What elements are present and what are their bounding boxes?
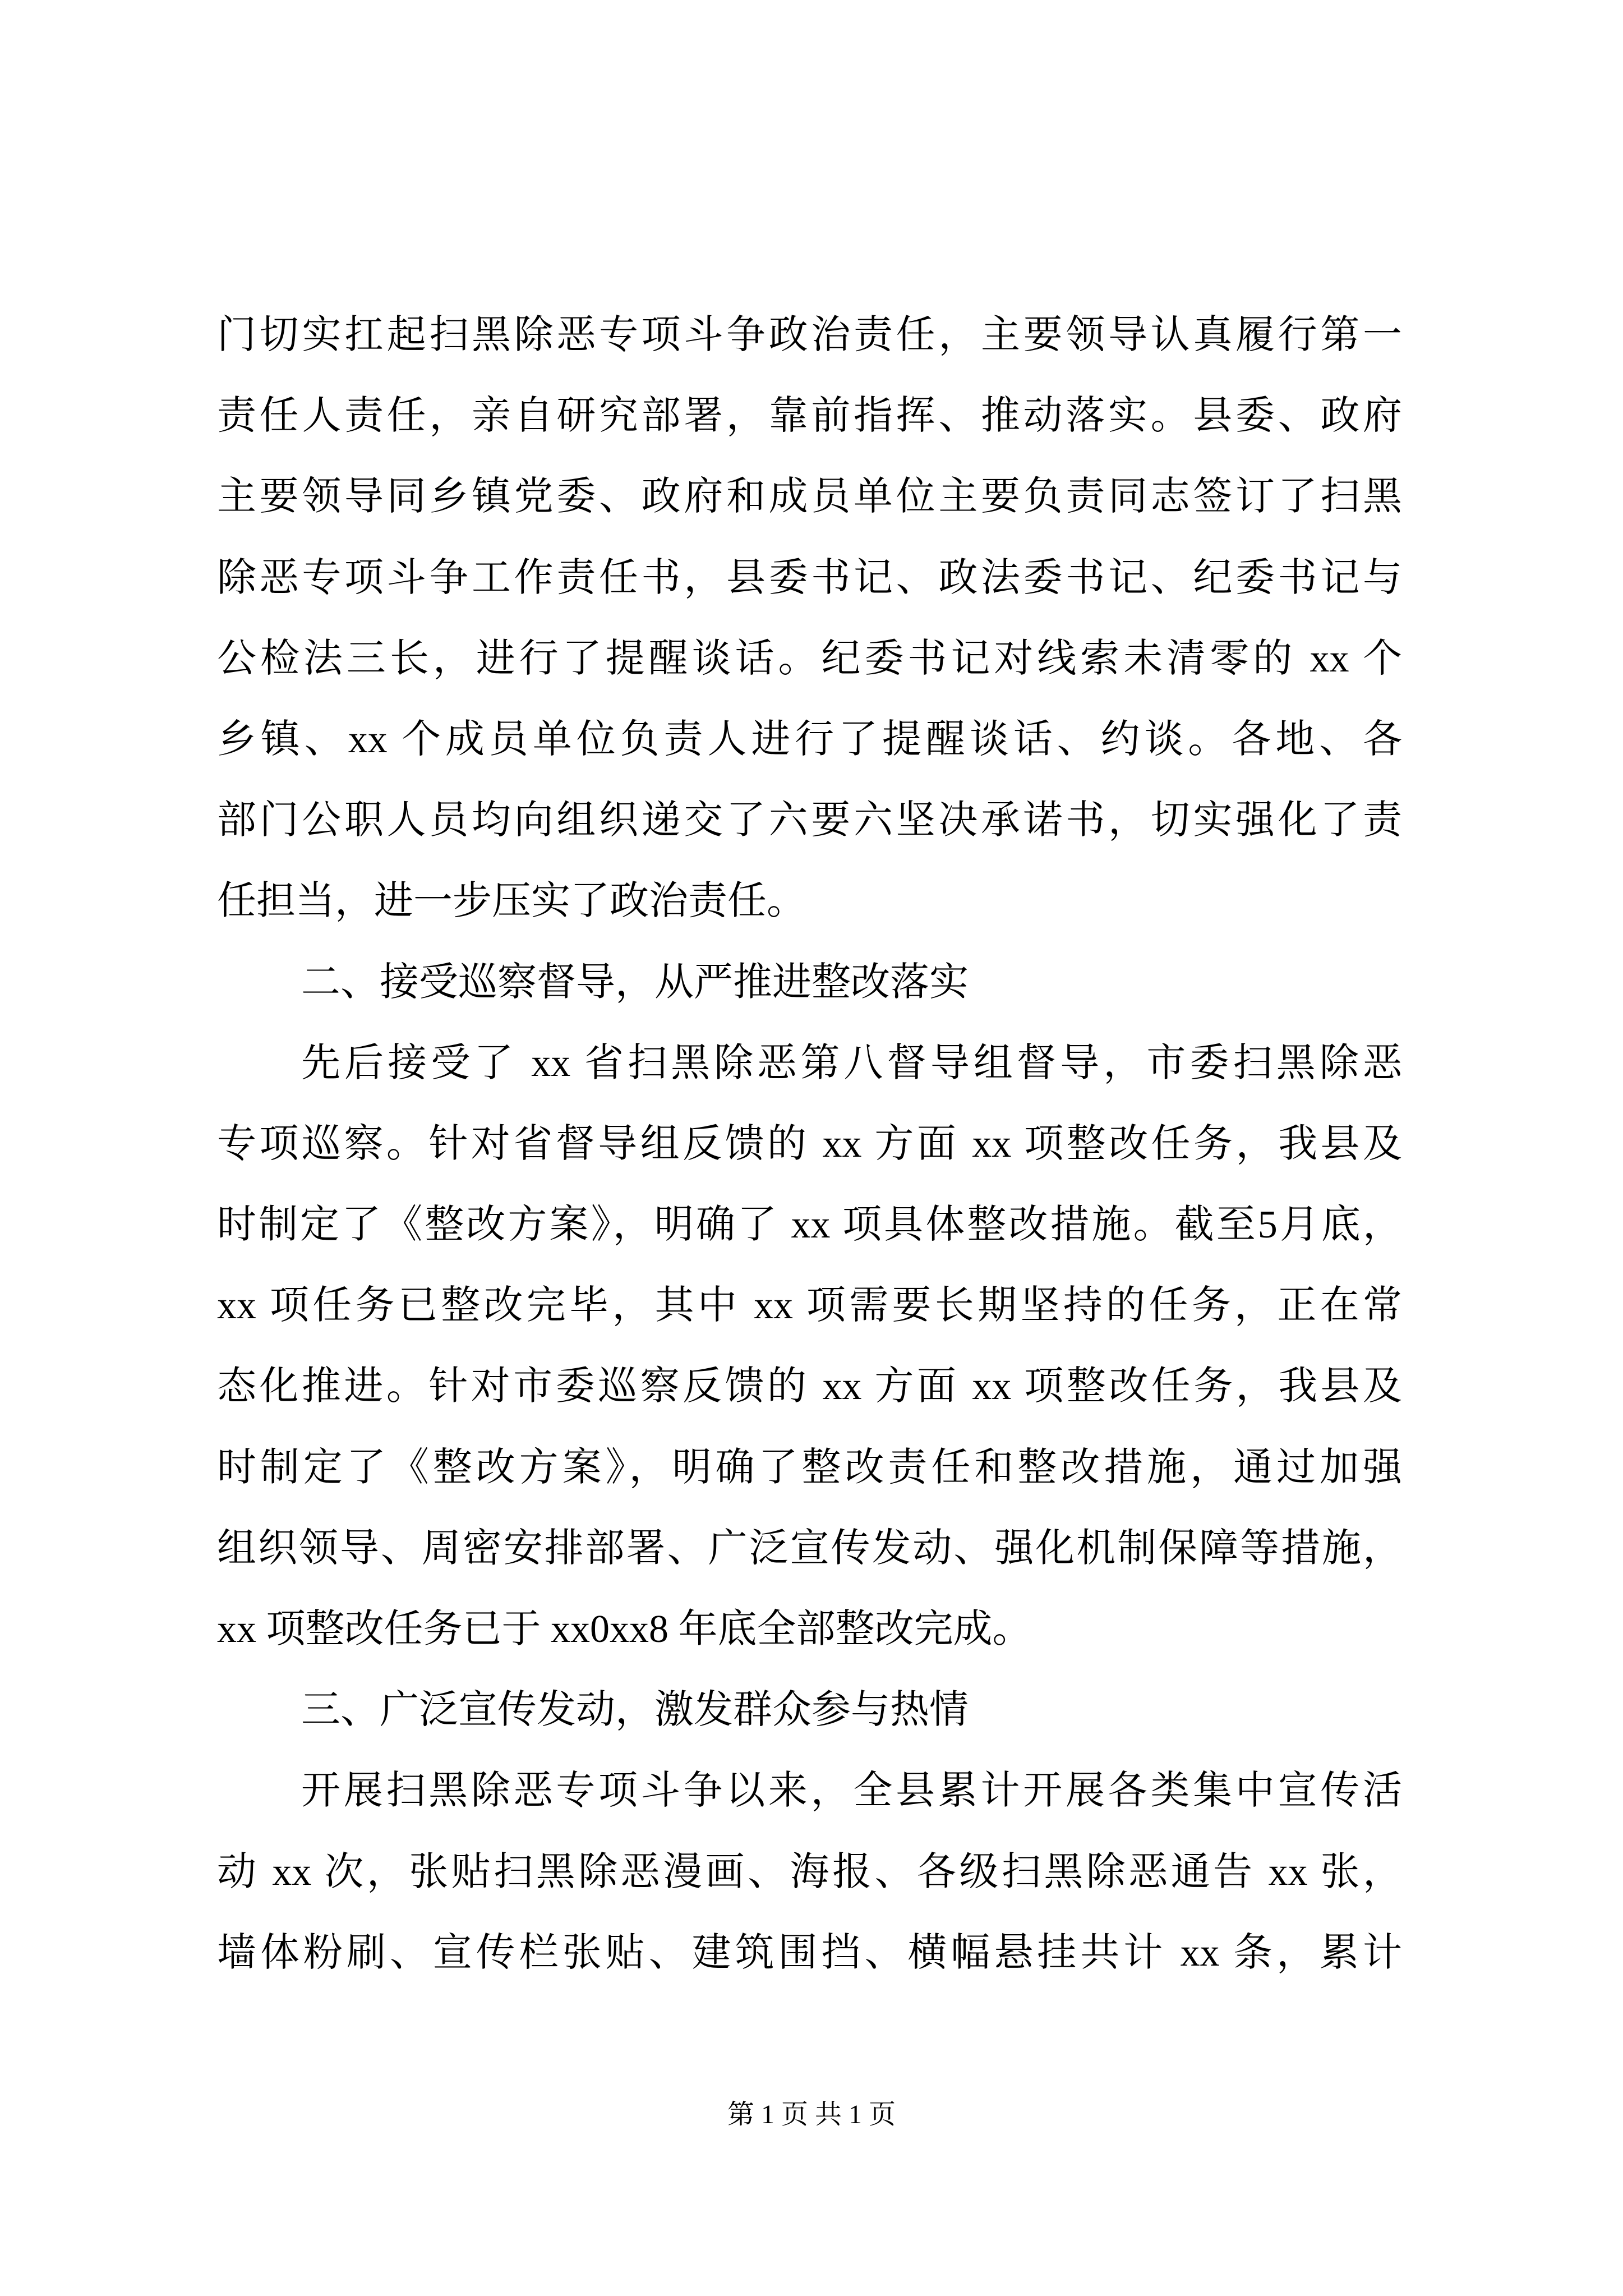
- page-number-label: 第 1 页 共 1 页: [727, 2100, 896, 2129]
- paragraph-inspection: [217, 1023, 1402, 1671]
- document-body: [217, 295, 1402, 1994]
- text-line: 乡镇、xx 个成员单位负责人进行了提醒谈话、约谈。各地、各: [217, 717, 1402, 761]
- text-line: 除恶专项斗争工作责任书，县委书记、政法委书记、纪委书记与: [217, 556, 1402, 600]
- text-line: xx 项整改任务已于 xx0xx8 年底全部整改完成。: [217, 1608, 1032, 1651]
- text-line: 时制定了《整改方案》，明确了整改责任和整改措施，通过加强: [217, 1446, 1402, 1489]
- section-heading-text: 二、接受巡察督导，从严推进整改落实: [301, 960, 969, 1004]
- text-line: 态化推进。针对市委巡察反馈的 xx 方面 xx 项整改任务，我县及: [217, 1365, 1402, 1409]
- text-line: 任担当，进一步压实了政治责任。: [217, 880, 806, 923]
- text-line: 墙体粉刷、宣传栏张贴、建筑围挡、横幅悬挂共计 xx 条，累计: [217, 1931, 1402, 1975]
- text-line: 先后接受了 xx 省扫黑除恶第八督导组督导，市委扫黑除恶: [301, 1041, 1402, 1085]
- text-line: xx 项任务已整改完毕，其中 xx 项需要长期坚持的任务，正在常: [217, 1284, 1402, 1328]
- text-line: 责任人责任，亲自研究部署，靠前指挥、推动落实。县委、政府: [217, 394, 1402, 438]
- text-line: 公检法三长，进行了提醒谈话。纪委书记对线索未清零的 xx 个: [217, 637, 1402, 680]
- text-line: 时制定了《整改方案》，明确了 xx 项具体整改措施。截至5月底，: [217, 1203, 1402, 1247]
- paragraph-publicity: [217, 1751, 1402, 1994]
- page-footer: [0, 2097, 1623, 2133]
- section-heading-3: [217, 1670, 1402, 1751]
- paragraph-responsibility: [217, 295, 1402, 942]
- section-heading-2: [217, 942, 1402, 1023]
- text-line: 门切实扛起扫黑除恶专项斗争政治责任，主要领导认真履行第一: [217, 314, 1402, 357]
- text-line: 主要领导同乡镇党委、政府和成员单位主要负责同志签订了扫黑: [217, 475, 1402, 519]
- text-line: 动 xx 次，张贴扫黑除恶漫画、海报、各级扫黑除恶通告 xx 张，: [217, 1850, 1402, 1894]
- text-line: 部门公职人员均向组织递交了六要六坚决承诺书，切实强化了责: [217, 799, 1402, 843]
- text-line: 专项巡察。针对省督导组反馈的 xx 方面 xx 项整改任务，我县及: [217, 1122, 1402, 1166]
- section-heading-text: 三、广泛宣传发动，激发群众参与热情: [301, 1688, 969, 1732]
- text-line: 开展扫黑除恶专项斗争以来，全县累计开展各类集中宣传活: [301, 1769, 1402, 1813]
- text-line: 组织领导、周密安排部署、广泛宣传发动、强化机制保障等措施，: [217, 1526, 1402, 1570]
